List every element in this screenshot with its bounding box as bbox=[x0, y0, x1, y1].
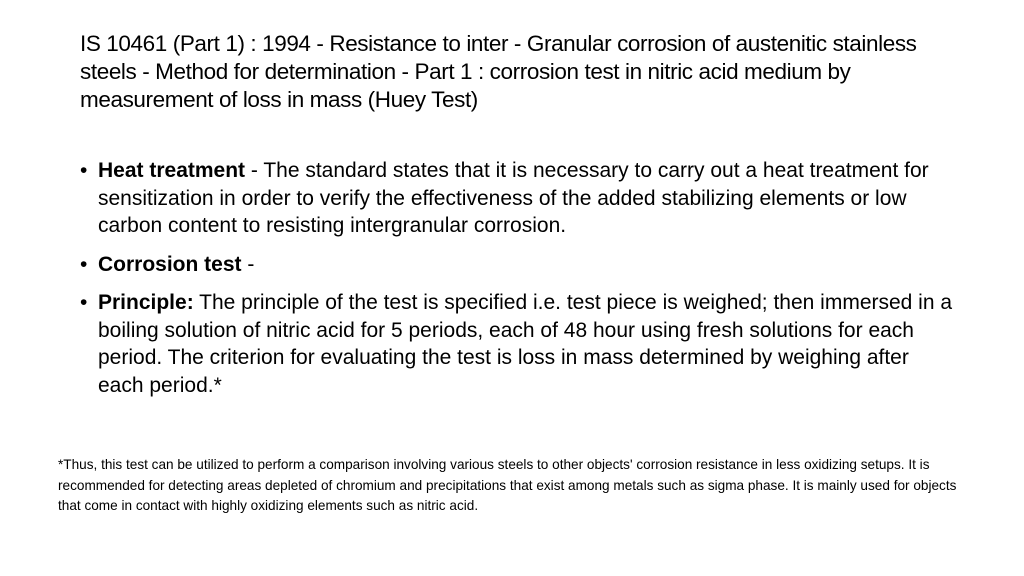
bullet-corrosion-test bbox=[80, 251, 960, 279]
bullet-principle bbox=[80, 289, 960, 399]
bullet-term: Heat treatment bbox=[98, 159, 246, 182]
bullet-term: Principle: bbox=[98, 291, 194, 314]
bullet-dot-icon: • bbox=[80, 159, 88, 182]
slide-title: IS 10461 (Part 1) : 1994 - Resistance to inter - Granular corrosion of austenitic stainless steels - Method for determination - Part 1 : corrosion test in nitric acid medium by measurement of loss in mass (Huey Test) bbox=[80, 31, 917, 112]
bullet-heat-treatment bbox=[80, 157, 960, 240]
bullet-text: - bbox=[241, 252, 255, 276]
bullet-text: The principle of the test is specified i.e. test piece is weighed; then immersed in a boiling solution of nitric acid for 5 periods, each of 48 hour using fresh solutions for each period. The criterion for evaluating the test is loss in mass determined by weighing after each period.* bbox=[98, 291, 953, 397]
bullet-dot-icon: • bbox=[80, 252, 88, 276]
bullet-text: - The standard states that it is necessary to carry out a heat treatment for sensitization in order to verify the effectiveness of the added stabilizing elements or low carbon content to resisting intergranular corrosion. bbox=[98, 159, 929, 237]
bullet-list bbox=[80, 157, 960, 410]
bullet-term: Corrosion test bbox=[98, 252, 242, 276]
bullet-dot-icon: • bbox=[80, 291, 88, 314]
footnote: *Thus, this test can be utilized to perform a comparison involving various steels to other objects' corrosion resistance in less oxidizing setups. It is recommended for detecting areas depleted of chromium and precipitations that exist among metals such as sigma phase. It is mainly used for objects that come in contact with highly oxidizing elements such as nitric acid. bbox=[58, 457, 957, 513]
